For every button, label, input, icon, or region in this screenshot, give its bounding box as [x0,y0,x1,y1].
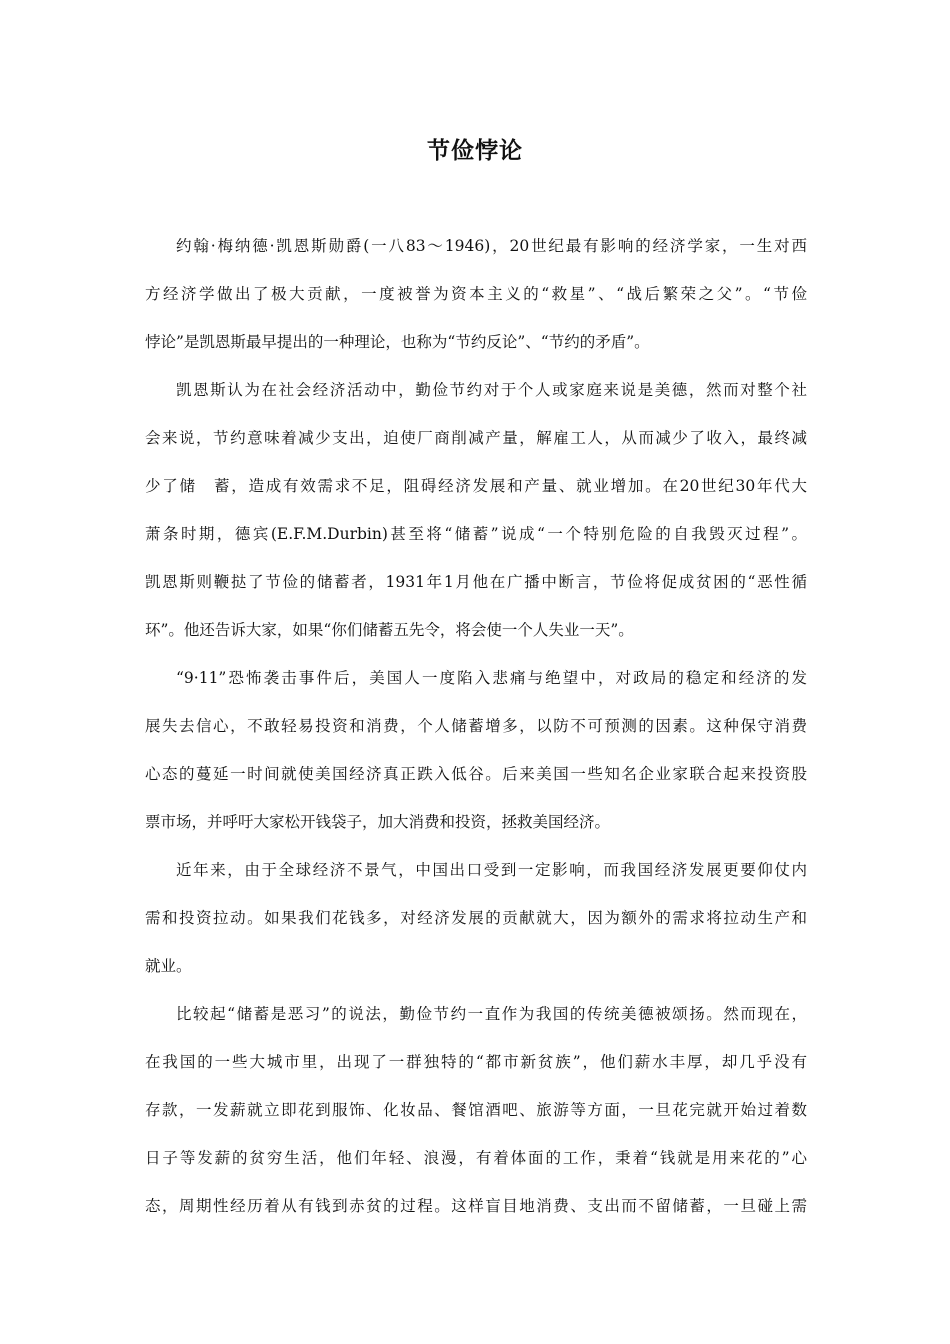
paragraph-line: 票市场，并呼吁大家松开钱袋子，加大消费和投资，拯救美国经济。 [145,813,611,831]
document-title: 节俭悖论 [427,138,523,164]
document-body [145,222,807,1230]
paragraph-line: 悖论”是凯恩斯最早提出的一种理论，也称为“节约反论”、“节约的矛盾”。 [145,333,650,351]
paragraph-line: 会来说，节约意味着减少支出，迫使厂商削减产量，解雇工人，从而减少了收入，最终减 [145,429,807,447]
paragraph [145,222,807,366]
paragraph [145,366,807,654]
paragraph-line: “9·11”恐怖袭击事件后，美国人一度陷入悲痛与绝望中，对政局的稳定和经济的发 [176,669,807,687]
paragraph-line: 展失去信心，不敢轻易投资和消费，个人储蓄增多，以防不可预测的因素。这种保守消费 [145,717,807,735]
paragraph-line: 凯恩斯则鞭挞了节俭的储蓄者，1931年1月他在广播中断言，节俭将促成贫困的“恶性循 [145,573,807,591]
paragraph-line: 萧条时期，德宾(E.F.M.Durbin)甚至将“储蓄”说成“一个特别危险的自我毁灭过程”。 [145,525,807,543]
paragraph [145,654,807,846]
paragraph-line: 环”。他还告诉大家，如果“你们储蓄五先令，将会使一个人失业一天”。 [145,621,634,639]
paragraph-line: 需和投资拉动。如果我们花钱多，对经济发展的贡献就大，因为额外的需求将拉动生产和 [145,909,807,927]
paragraph-line: 就业。 [145,957,192,975]
paragraph [145,990,807,1230]
paragraph-line: 凯恩斯认为在社会经济活动中，勤俭节约对于个人或家庭来说是美德，然而对整个社 [176,381,807,399]
paragraph-line: 比较起“储蓄是恶习”的说法，勤俭节约一直作为我国的传统美德被颂扬。然而现在， [176,1005,807,1023]
paragraph-line: 存款，一发薪就立即花到服饰、化妆品、餐馆酒吧、旅游等方面，一旦花完就开始过着数 [145,1101,807,1119]
paragraph-line: 近年来，由于全球经济不景气，中国出口受到一定影响，而我国经济发展更要仰仗内 [176,861,807,879]
paragraph [145,846,807,990]
paragraph-line: 态，周期性经历着从有钱到赤贫的过程。这样盲目地消费、支出而不留储蓄，一旦碰上需 [145,1197,807,1215]
paragraph-line: 日子等发薪的贫穷生活，他们年轻、浪漫，有着体面的工作，秉着“钱就是用来花的”心 [145,1149,807,1167]
paragraph-line: 心态的蔓延一时间就使美国经济真正跌入低谷。后来美国一些知名企业家联合起来投资股 [145,765,807,783]
paragraph-line: 少了储 蓄，造成有效需求不足，阻碍经济发展和产量、就业增加。在20世纪30年代大 [145,477,807,495]
paragraph-line: 在我国的一些大城市里，出现了一群独特的“都市新贫族”，他们薪水丰厚，却几乎没有 [145,1053,807,1071]
paragraph-line: 约翰·梅纳德·凯恩斯勋爵(一八83～1946)，20世纪最有影响的经济学家，一生对西 [176,237,807,255]
paragraph-line: 方经济学做出了极大贡献，一度被誉为资本主义的“救星”、“战后繁荣之父”。“节俭 [145,285,807,303]
